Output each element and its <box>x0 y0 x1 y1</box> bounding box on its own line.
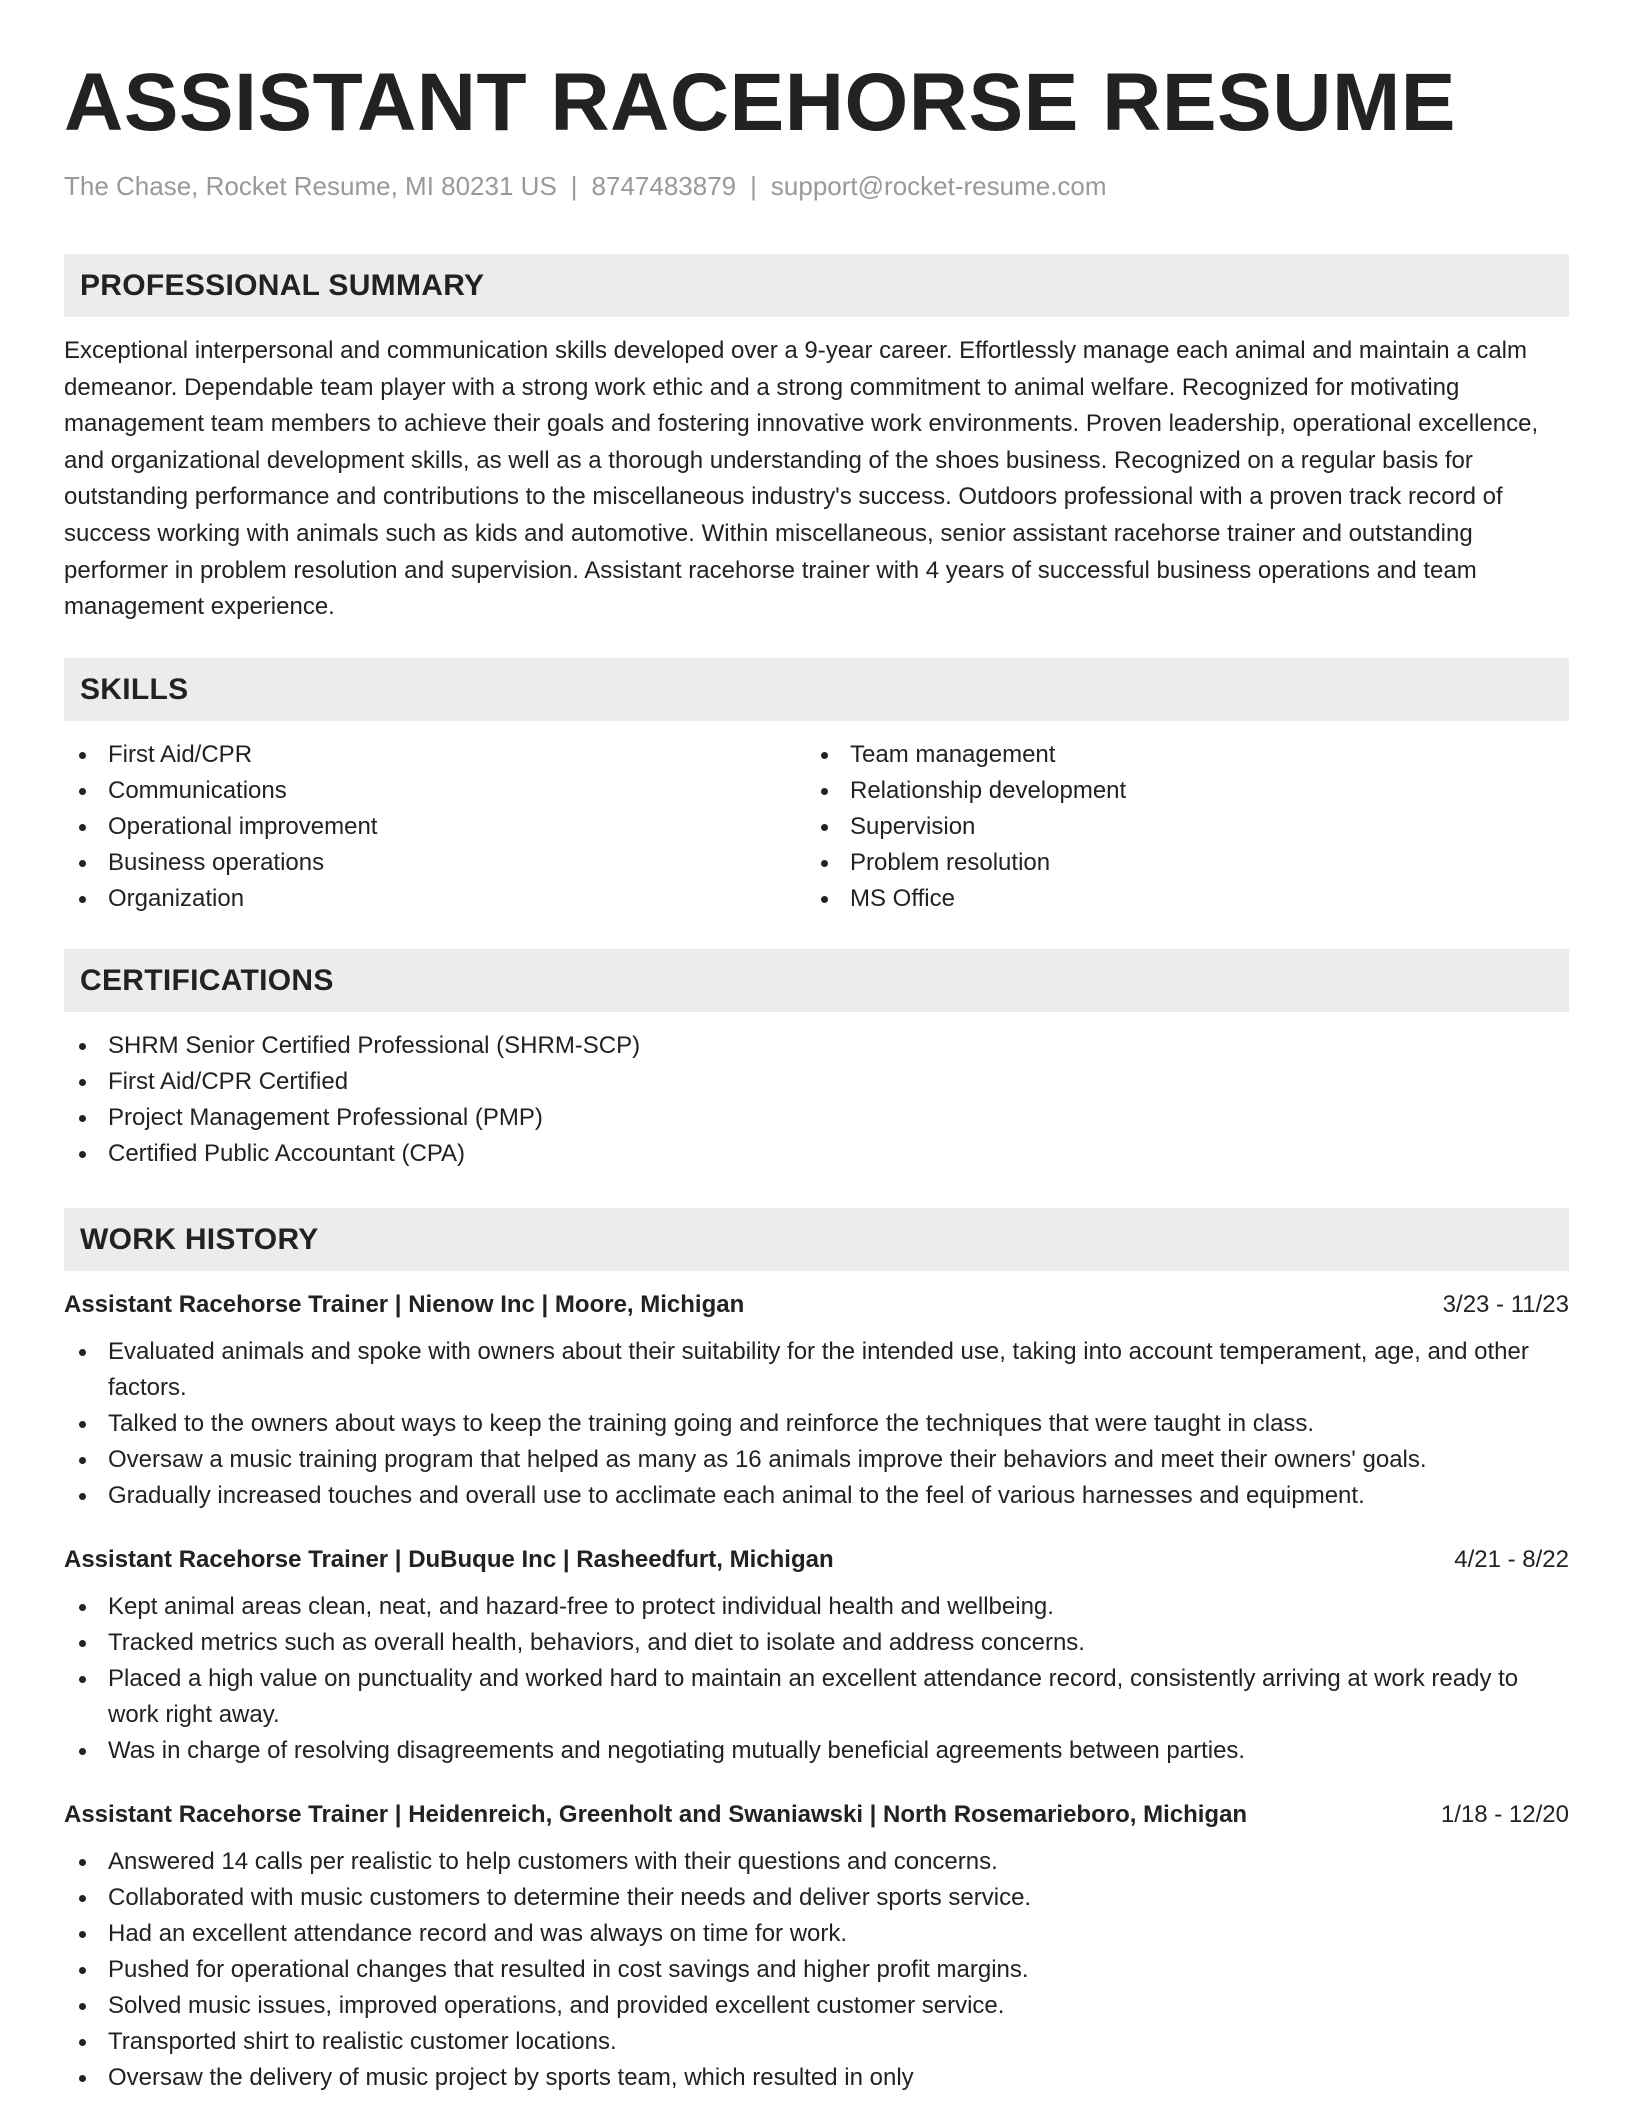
skill-item: Communications <box>64 773 806 809</box>
job-bullet-list <box>64 1844 1569 2096</box>
certification-item: Project Management Professional (PMP) <box>64 1100 1569 1136</box>
job-title: Assistant Racehorse Trainer | DuBuque Inc | Rasheedfurt, Michigan <box>64 1545 834 1573</box>
job-dates: 3/23 - 11/23 <box>1442 1290 1569 1318</box>
skill-item: Organization <box>64 881 806 917</box>
job-bullet: Transported shirt to realistic customer locations. <box>64 2024 1569 2060</box>
job-entry <box>64 1799 1569 2096</box>
job-bullet: Collaborated with music customers to determine their needs and deliver sports service. <box>64 1880 1569 1916</box>
skill-item: MS Office <box>806 881 1548 917</box>
skill-item: Supervision <box>806 809 1548 845</box>
page-title: ASSISTANT RACEHORSE RESUME <box>64 57 1456 148</box>
job-header <box>64 1799 1569 1831</box>
job-bullet: Kept animal areas clean, neat, and hazard-free to protect individual health and wellbeing. <box>64 1589 1569 1625</box>
job-bullet: Was in charge of resolving disagreements and negotiating mutually beneficial agreements between parties. <box>64 1733 1569 1769</box>
contact-address: The Chase, Rocket Resume, MI 80231 US <box>64 171 557 201</box>
certification-item: First Aid/CPR Certified <box>64 1064 1569 1100</box>
skills-column-left <box>64 737 806 917</box>
contact-separator: | <box>570 171 578 201</box>
skill-item: Operational improvement <box>64 809 806 845</box>
work-history-heading: WORK HISTORY <box>64 1208 1569 1271</box>
summary-text: Exceptional interpersonal and communication skills developed over a 9-year career. Effortlessly manage each animal and maintain a calm demeanor. Dependable team player with a strong work ethic and a strong commitment to animal welfare. Recognized for motivating management team members to achieve their goals and fostering innovative work environments. Proven leadership, operational excellence, and organizational development skills, as well as a thorough understanding of the shoes business. Recognized on a regular basis for outstanding performance and contributions to the miscellaneous industry's success. Outdoors professional with a proven track record of success working with animals such as kids and automotive. Within miscellaneous, senior assistant racehorse trainer and outstanding performer in problem resolution and supervision. Assistant racehorse trainer with 4 years of successful business operations and team management experience. <box>64 337 1539 621</box>
skill-item: First Aid/CPR <box>64 737 806 773</box>
job-title: Assistant Racehorse Trainer | Heidenreich, Greenholt and Swaniawski | North Rosemarieboro, Michigan <box>64 1800 1248 1828</box>
job-bullet: Talked to the owners about ways to keep the training going and reinforce the techniques that were taught in class. <box>64 1406 1569 1442</box>
certifications-heading: CERTIFICATIONS <box>64 949 1569 1012</box>
job-bullet: Evaluated animals and spoke with owners about their suitability for the intended use, taking into account temperament, age, and other factors. <box>64 1334 1569 1406</box>
contact-separator: | <box>750 171 757 201</box>
job-bullet-list <box>64 1334 1569 1514</box>
skills-heading: SKILLS <box>64 658 1569 721</box>
job-bullet: Gradually increased touches and overall use to acclimate each animal to the feel of various harnesses and equipment. <box>64 1478 1569 1514</box>
certification-item: SHRM Senior Certified Professional (SHRM-SCP) <box>64 1028 1569 1064</box>
skill-item: Business operations <box>64 845 806 881</box>
job-bullet: Solved music issues, improved operations, and provided excellent customer service. <box>64 1988 1569 2024</box>
job-bullet: Had an excellent attendance record and was always on time for work. <box>64 1916 1569 1952</box>
job-bullet-list <box>64 1589 1569 1769</box>
job-bullet: Tracked metrics such as overall health, behaviors, and diet to isolate and address concerns. <box>64 1625 1569 1661</box>
skill-item: Team management <box>806 737 1548 773</box>
certifications-list <box>64 1028 1569 1172</box>
job-dates: 1/18 - 12/20 <box>1440 1800 1569 1828</box>
contact-phone: 8747483879 <box>591 171 737 201</box>
job-dates: 4/21 - 8/22 <box>1454 1545 1569 1573</box>
skills-column-right <box>806 737 1548 917</box>
job-bullet: Answered 14 calls per realistic to help customers with their questions and concerns. <box>64 1844 1569 1880</box>
job-title: Assistant Racehorse Trainer | Nienow Inc | Moore, Michigan <box>64 1290 745 1318</box>
job-entry <box>64 1544 1569 1769</box>
skill-item: Problem resolution <box>806 845 1548 881</box>
certification-item: Certified Public Accountant (CPA) <box>64 1136 1569 1172</box>
job-bullet: Placed a high value on punctuality and worked hard to maintain an excellent attendance record, consistently arriving at work ready to work right away. <box>64 1661 1569 1733</box>
job-bullet: Pushed for operational changes that resulted in cost savings and higher profit margins. <box>64 1952 1569 1988</box>
job-header <box>64 1544 1569 1576</box>
job-bullet: Oversaw a music training program that helped as many as 16 animals improve their behaviors and meet their owners' goals. <box>64 1442 1569 1478</box>
job-bullet: Oversaw the delivery of music project by sports team, which resulted in only <box>64 2060 1569 2096</box>
contact-email: support@rocket-resume.com <box>770 171 1107 201</box>
job-entry <box>64 1289 1569 1514</box>
job-header <box>64 1289 1569 1321</box>
resume-page <box>64 0 1569 2096</box>
summary-heading: PROFESSIONAL SUMMARY <box>64 254 1569 317</box>
skills-list <box>64 737 1569 917</box>
contact-line <box>64 170 1569 202</box>
skill-item: Relationship development <box>806 773 1548 809</box>
